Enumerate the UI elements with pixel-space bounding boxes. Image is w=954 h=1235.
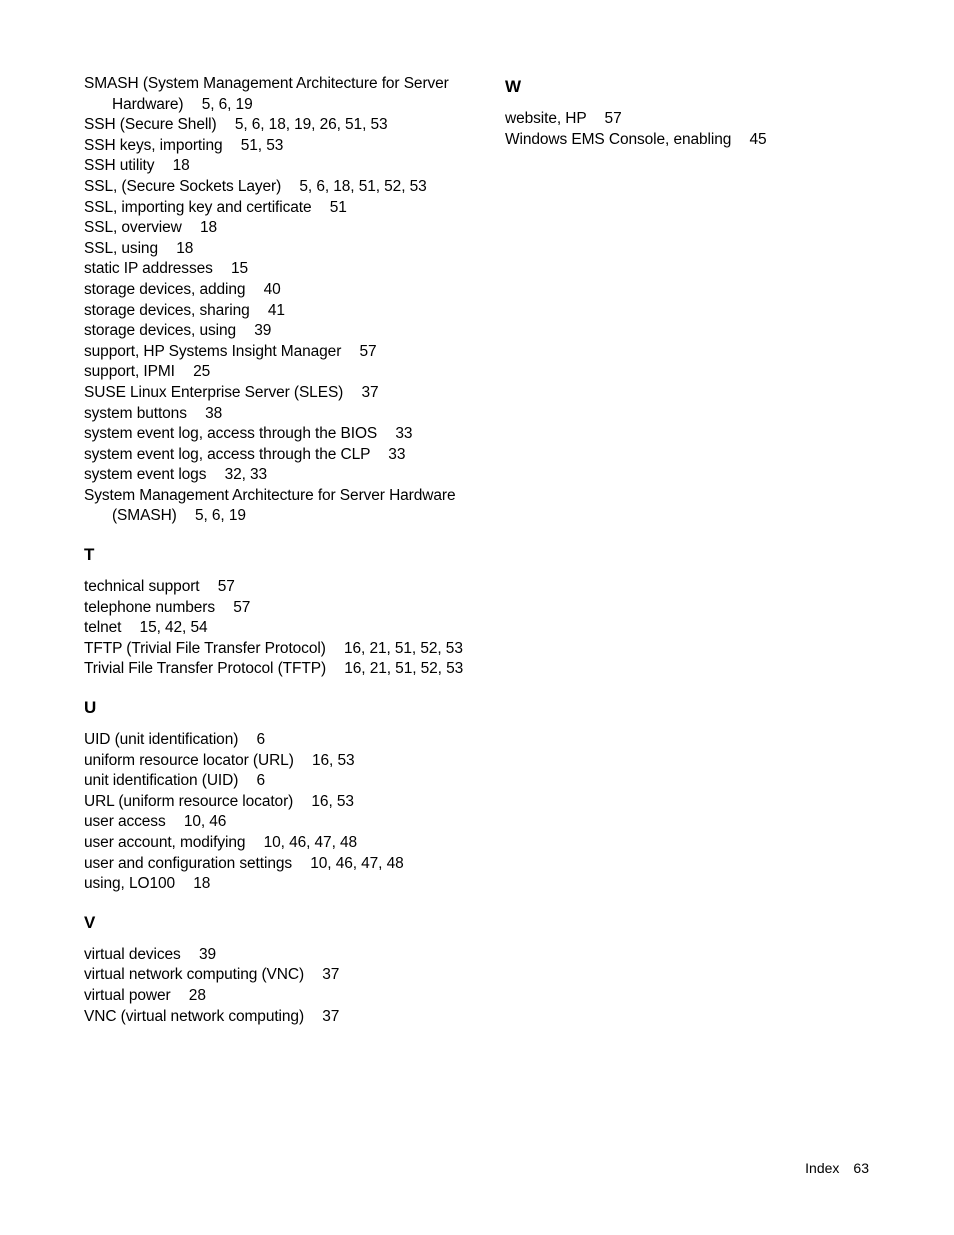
index-page-refs: 57 (233, 598, 251, 616)
index-term: SSL, overview (84, 219, 182, 237)
index-term: user access (84, 813, 166, 831)
index-page-refs: 5, 6, 19 (201, 95, 253, 113)
index-section-w (505, 77, 905, 150)
index-term: system event log, access through the BIOS (84, 425, 378, 443)
index-page-refs: 18 (172, 157, 190, 175)
index-entry (84, 136, 464, 157)
index-term: SMASH (System Management Architecture for Server Hardware) (84, 75, 449, 113)
index-term: user and configuration settings (84, 854, 293, 872)
index-entry (84, 812, 464, 833)
index-entry (84, 177, 464, 198)
index-page-refs: 10, 46, 47, 48 (310, 854, 404, 872)
section-letter-v: V (84, 912, 96, 932)
index-entries-t (84, 577, 464, 680)
index-entry (84, 383, 464, 404)
index-page-refs: 6 (256, 731, 266, 749)
index-term: website, HP (505, 110, 587, 127)
index-page-refs: 5, 6, 19 (194, 507, 246, 525)
index-entry (84, 986, 464, 1007)
index-entry (84, 218, 464, 239)
index-term: SUSE Linux Enterprise Server (SLES) (84, 383, 344, 401)
index-entry (84, 115, 464, 136)
footer-label: Index (805, 1160, 840, 1176)
index-page-refs: 16, 21, 51, 52, 53 (343, 639, 463, 657)
index-right-column (505, 74, 905, 168)
index-page-refs: 38 (205, 404, 223, 422)
index-entry (84, 301, 464, 322)
index-left-column (84, 74, 464, 1045)
index-page-refs: 37 (361, 383, 379, 401)
index-page-refs: 40 (263, 280, 281, 298)
index-entry (84, 598, 464, 619)
index-term: using, LO100 (84, 875, 176, 893)
index-entry (84, 639, 464, 660)
index-entries-w (505, 109, 905, 150)
index-page-refs: 16, 53 (311, 792, 354, 810)
index-entry (84, 424, 464, 445)
index-term: support, IPMI (84, 363, 175, 381)
index-term: SSL, importing key and certificate (84, 198, 312, 216)
index-term: SSH (Secure Shell) (84, 116, 217, 134)
section-letter-u: U (84, 698, 97, 718)
index-entry (505, 130, 905, 151)
index-page-refs: 41 (267, 301, 285, 319)
index-page-refs: 57 (359, 342, 377, 360)
index-entries-v (84, 945, 464, 1027)
index-term: support, HP Systems Insight Manager (84, 342, 342, 360)
index-page-refs: 18 (193, 875, 211, 893)
index-entry (84, 854, 464, 875)
index-page-refs: 33 (388, 445, 406, 463)
index-page-refs: 10, 46 (183, 813, 227, 831)
index-term: system buttons (84, 404, 187, 422)
index-entry (84, 965, 464, 986)
index-term: storage devices, using (84, 322, 237, 340)
index-page-refs: 15 (231, 260, 249, 278)
index-term: virtual power (84, 986, 171, 1004)
index-term: URL (uniform resource locator) (84, 792, 294, 810)
index-page-refs: 15, 42, 54 (139, 619, 208, 637)
footer-page-number: 63 (853, 1160, 869, 1176)
index-entry (84, 659, 464, 680)
index-entry (84, 771, 464, 792)
index-term: SSH keys, importing (84, 136, 223, 154)
index-entry (84, 362, 464, 383)
index-entry (84, 321, 464, 342)
index-page-refs: 32, 33 (224, 466, 268, 484)
index-term: SSH utility (84, 157, 155, 175)
index-page-refs: 39 (198, 945, 216, 963)
index-entry (84, 445, 464, 466)
index-term: telnet (84, 619, 122, 637)
index-page-refs: 18 (200, 219, 218, 237)
index-term: SSL, using (84, 239, 158, 257)
index-term: technical support (84, 578, 200, 596)
index-term: SSL, (Secure Sockets Layer) (84, 177, 282, 195)
index-entry (84, 751, 464, 772)
section-letter-t: T (84, 545, 95, 565)
index-term: UID (unit identification) (84, 731, 239, 749)
index-entry (84, 198, 464, 219)
index-section-u (84, 698, 464, 895)
index-term: storage devices, adding (84, 280, 246, 298)
index-entry (84, 74, 464, 115)
index-section-s (84, 74, 464, 527)
index-section-t (84, 545, 464, 680)
index-term: system event logs (84, 466, 207, 484)
index-term: System Management Architecture for Server Hardware (SMASH) (84, 486, 456, 525)
index-entry (84, 342, 464, 363)
page-footer (805, 1158, 869, 1178)
index-term: telephone numbers (84, 598, 216, 616)
index-entry (84, 1007, 464, 1028)
index-entry (84, 465, 464, 486)
index-term: virtual network computing (VNC) (84, 966, 305, 984)
index-entry (84, 833, 464, 854)
index-entry (84, 874, 464, 895)
index-term: user account, modifying (84, 834, 246, 851)
index-term: Trivial File Transfer Protocol (TFTP) (84, 660, 327, 678)
index-entries-u (84, 730, 464, 895)
index-page-refs: 5, 6, 18, 51, 52, 53 (299, 177, 427, 195)
index-page-refs: 57 (604, 110, 622, 127)
index-term: static IP addresses (84, 260, 213, 278)
index-page-refs: 16, 53 (311, 751, 355, 769)
index-page-refs: 18 (176, 239, 194, 257)
index-term: virtual devices (84, 945, 181, 963)
index-page-refs: 28 (188, 986, 206, 1004)
index-page-refs: 45 (749, 130, 767, 148)
index-term: TFTP (Trivial File Transfer Protocol) (84, 639, 326, 657)
index-page-refs: 57 (217, 578, 235, 596)
index-entry (84, 945, 464, 966)
index-page-refs: 10, 46, 47, 48 (263, 834, 358, 851)
index-section-v (84, 913, 464, 1027)
index-entry (84, 404, 464, 425)
index-entry (84, 239, 464, 260)
index-entry (505, 109, 905, 130)
index-term: storage devices, sharing (84, 301, 250, 319)
index-page-refs: 39 (254, 322, 272, 340)
index-page-refs: 25 (193, 363, 211, 381)
index-entry (84, 577, 464, 598)
index-page-refs: 33 (395, 425, 413, 443)
index-entry (84, 730, 464, 751)
index-entry (84, 618, 464, 639)
index-page-refs: 6 (256, 772, 266, 790)
index-page-refs: 51, 53 (240, 136, 284, 154)
index-page-refs: 37 (322, 966, 340, 984)
index-page-refs: 37 (322, 1007, 340, 1025)
index-term: unit identification (UID) (84, 772, 239, 790)
index-page-refs: 5, 6, 18, 19, 26, 51, 53 (234, 116, 388, 134)
index-term: Windows EMS Console, enabling (505, 130, 732, 148)
index-page-refs: 51 (329, 198, 347, 216)
index-page-refs: 16, 21, 51, 52, 53 (344, 660, 464, 678)
index-entry (84, 156, 464, 177)
index-entry (84, 259, 464, 280)
section-letter-w: W (505, 77, 522, 96)
index-entry (84, 486, 464, 527)
index-term: uniform resource locator (URL) (84, 751, 294, 769)
index-term: system event log, access through the CLP (84, 445, 371, 463)
index-term: VNC (virtual network computing) (84, 1007, 305, 1025)
index-entries-s (84, 74, 464, 527)
index-entry (84, 280, 464, 301)
index-entry (84, 792, 464, 813)
